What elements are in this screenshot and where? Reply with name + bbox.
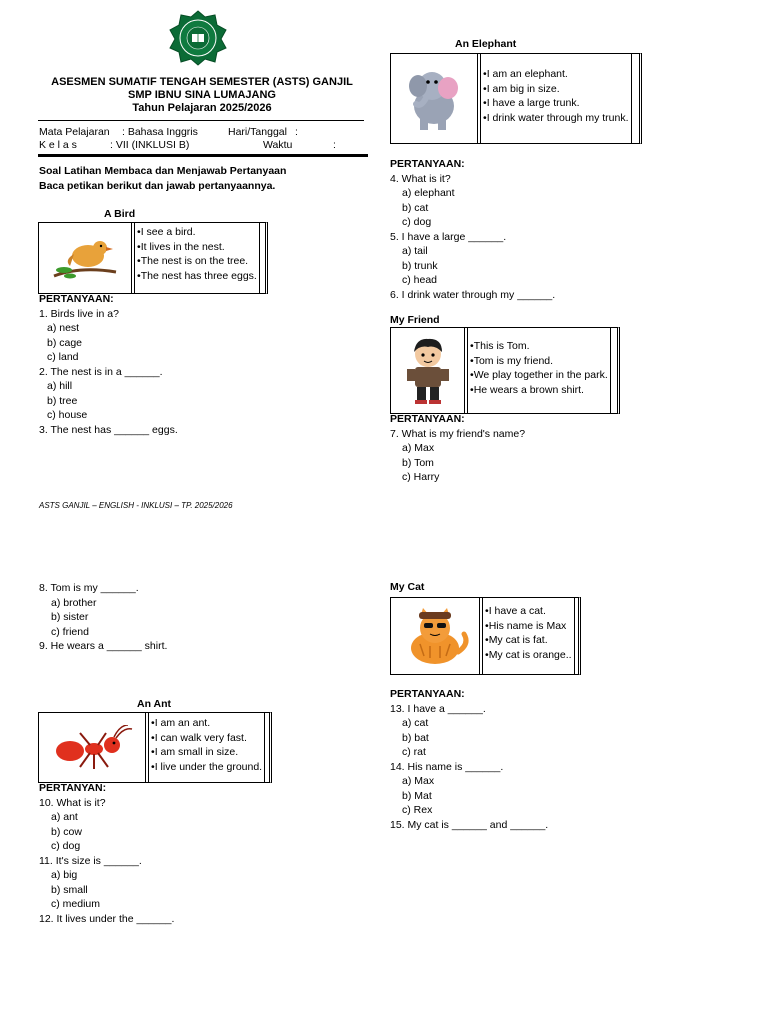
- question-15: 15. My cat is ______ and ______.: [390, 818, 549, 831]
- question-5: 5. I have a large ______.: [390, 230, 507, 243]
- school-name: SMP IBNU SINA LUMAJANG: [128, 89, 276, 101]
- question-4: 4. What is it?: [390, 172, 451, 185]
- option-8b: b) sister: [51, 611, 89, 623]
- option-2a: a) hill: [47, 380, 73, 392]
- question-13: 13. I have a ______.: [390, 702, 486, 715]
- question-14: 14. His name is ______.: [390, 760, 504, 773]
- option-7c: c) Harry: [402, 471, 440, 483]
- option-4b: b) cat: [402, 201, 429, 214]
- option-7a: a) Max: [402, 442, 435, 454]
- friend-sentence: • He wears a brown shirt.: [470, 383, 608, 398]
- option-11a: a) big: [51, 869, 78, 881]
- bird-sentence: • The nest is on the tree.: [137, 254, 257, 269]
- question-6: 6. I drink water through my ______.: [390, 288, 556, 301]
- question-9: 9. He wears a ______ shirt.: [39, 640, 168, 652]
- question-2: 2. The nest is in a ______.: [39, 365, 163, 378]
- option-13a: a) cat: [402, 717, 429, 729]
- bird-title: A Bird: [104, 208, 136, 220]
- cat-questions-heading: PERTANYAAN:: [390, 688, 465, 700]
- option-14c: c) Rex: [402, 804, 433, 816]
- mapel-value: : Bahasa Inggris: [122, 126, 198, 138]
- option-4c: c) dog: [402, 216, 432, 228]
- question-3: 3. The nest has ______ eggs.: [39, 423, 178, 436]
- instruction-line1: Soal Latihan Membaca dan Menjawab Pertanyaan: [39, 165, 287, 177]
- question-8: 8. Tom is my ______.: [39, 582, 139, 594]
- cat-sentence: • His name is Max: [485, 619, 572, 634]
- option-13c: c) rat: [402, 746, 426, 758]
- question-1: 1. Birds live in a?: [39, 307, 119, 320]
- friend-sentence: • This is Tom.: [470, 339, 608, 354]
- option-1a: a) nest: [47, 322, 80, 334]
- bird-questions-heading: PERTANYAAN:: [39, 293, 114, 305]
- bird-sentence: • The nest has three eggs.: [137, 269, 257, 284]
- elephant-sentence: • I drink water through my trunk.: [483, 111, 629, 126]
- question-12: 12. It lives under the ______.: [39, 912, 175, 925]
- option-5a: a) tail: [402, 245, 428, 257]
- option-2b: b) tree: [47, 394, 78, 407]
- bird-picture: [39, 223, 132, 293]
- cat-sentence: • I have a cat.: [485, 604, 572, 619]
- question-10: 10. What is it?: [39, 796, 106, 809]
- elephant-title: An Elephant: [455, 38, 517, 50]
- ant-sentence: • I am an ant.: [151, 716, 262, 731]
- option-5c: c) head: [402, 274, 438, 286]
- cat-sentence: • My cat is fat.: [485, 633, 572, 648]
- cat-picture: [391, 598, 480, 674]
- hari-colon: :: [295, 126, 298, 138]
- elephant-sentence: • I have a large trunk.: [483, 96, 629, 111]
- friend-sentence: • We play together in the park.: [470, 368, 608, 383]
- option-10c: c) dog: [51, 840, 81, 852]
- option-4a: a) elephant: [402, 187, 455, 199]
- bird-sentence: • It lives in the nest.: [137, 240, 257, 255]
- bird-passage: [38, 222, 268, 294]
- header-divider: [38, 120, 364, 121]
- header-thick-divider: [38, 154, 368, 157]
- friend-title: My Friend: [390, 314, 440, 326]
- option-13b: b) bat: [402, 731, 429, 744]
- ant-passage: [38, 712, 272, 783]
- question-7: 7. What is my friend's name?: [390, 427, 526, 440]
- exam-title: ASESMEN SUMATIF TENGAH SEMESTER (ASTS) GANJIL: [51, 76, 353, 88]
- friend-questions-heading: PERTANYAAN:: [390, 413, 465, 425]
- friend-sentence: • Tom is my friend.: [470, 354, 608, 369]
- friend-passage: [390, 327, 620, 414]
- option-1b: b) cage: [47, 336, 83, 349]
- elephant-sentence: • I am big in size.: [483, 82, 629, 97]
- option-14a: a) Max: [402, 775, 435, 787]
- ant-title: An Ant: [137, 698, 172, 710]
- option-5b: b) trunk: [402, 259, 438, 272]
- mapel-label: Mata Pelajaran: [39, 126, 110, 138]
- kelas-value: : VII (INKLUSI B): [110, 139, 190, 151]
- academic-year: Tahun Pelajaran 2025/2026: [132, 102, 272, 114]
- ant-questions-heading: PERTANYAN:: [39, 782, 107, 794]
- ant-sentence: • I can walk very fast.: [151, 731, 262, 746]
- option-14b: b) Mat: [402, 789, 432, 802]
- question-11: 11. It's size is ______.: [39, 854, 142, 867]
- option-1c: c) land: [47, 351, 79, 363]
- school-logo: [168, 10, 228, 66]
- waktu-label: Waktu: [263, 139, 293, 151]
- ant-picture: [39, 713, 146, 782]
- option-10b: b) cow: [51, 825, 82, 838]
- elephant-sentence: • I am an elephant.: [483, 67, 629, 82]
- page-footer: ASTS GANJIL – ENGLISH - INKLUSI – TP. 2025/2026: [39, 501, 233, 510]
- cat-passage: [390, 597, 581, 675]
- option-2c: c) house: [47, 409, 88, 421]
- elephant-picture: [391, 54, 478, 143]
- ant-sentence: • I am small in size.: [151, 745, 262, 760]
- kelas-label: K e l a s: [39, 139, 77, 151]
- cat-title: My Cat: [390, 581, 425, 593]
- option-10a: a) ant: [51, 811, 78, 823]
- bird-sentence: • I see a bird.: [137, 225, 257, 240]
- instruction-line2: Baca petikan berikut dan jawab pertanyaannya.: [39, 179, 276, 192]
- hari-label: Hari/Tanggal: [228, 126, 287, 138]
- option-11b: b) small: [51, 883, 88, 896]
- option-11c: c) medium: [51, 898, 101, 910]
- boy-picture: [391, 328, 465, 413]
- elephant-questions-heading: PERTANYAAN:: [390, 158, 465, 170]
- waktu-colon: :: [333, 139, 336, 151]
- option-8a: a) brother: [51, 596, 97, 609]
- option-7b: b) Tom: [402, 456, 434, 469]
- elephant-passage: [390, 53, 642, 144]
- cat-sentence: • My cat is orange..: [485, 648, 572, 663]
- option-8c: c) friend: [51, 625, 89, 638]
- ant-sentence: • I live under the ground.: [151, 760, 262, 775]
